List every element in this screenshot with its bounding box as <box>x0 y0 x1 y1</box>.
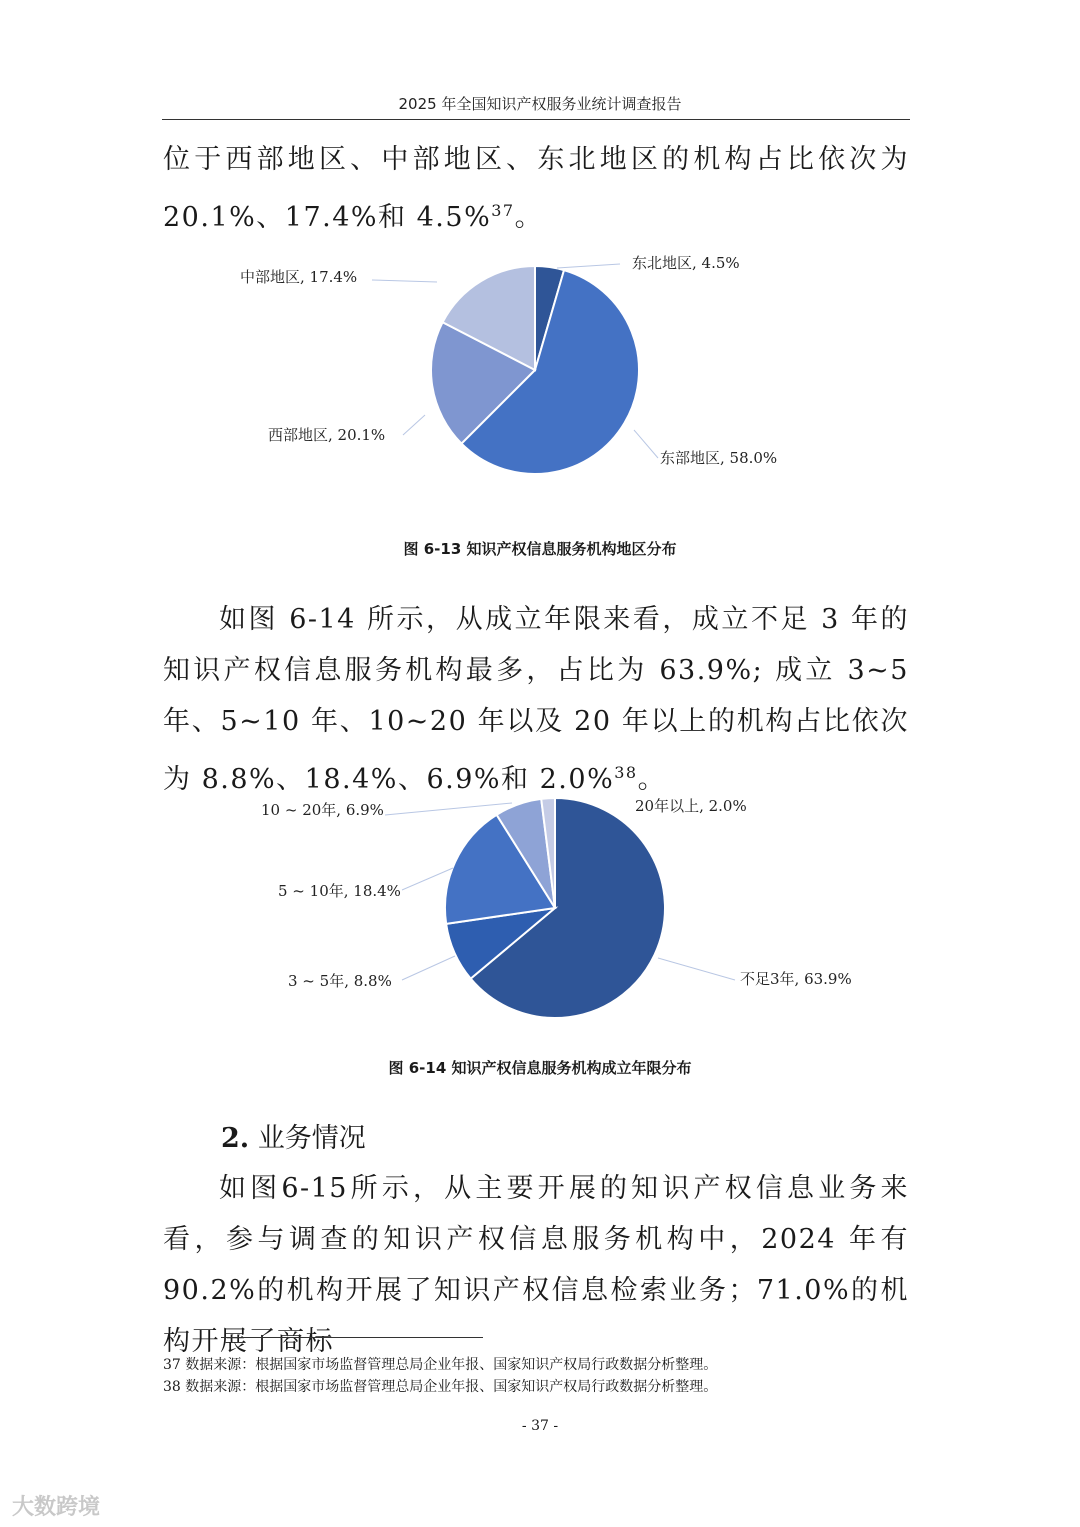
label-5-10: 5 ~ 10年, 18.4% <box>278 882 401 900</box>
pie-chart-age <box>0 790 1080 1030</box>
leader-east <box>634 430 658 458</box>
leader-10-20 <box>385 803 512 815</box>
header-rule <box>162 119 910 120</box>
pie2-slices <box>445 798 665 1018</box>
label-northeast: 东北地区, 4.5% <box>632 254 740 272</box>
label-3-5: 3 ~ 5年, 8.8% <box>288 972 392 990</box>
paragraph-age-share <box>163 594 909 805</box>
footnote-ref-38: 38 <box>614 763 638 782</box>
footnote-37: 37 数据来源：根据国家市场监督管理总局企业年报、国家知识产权局行政数据分析整理。 <box>163 1357 718 1373</box>
label-west: 西部地区, 20.1% <box>268 426 386 444</box>
footnote-rule <box>221 1337 483 1338</box>
leader-3-5 <box>402 956 455 980</box>
label-under-3: 不足3年, 63.9% <box>740 970 852 988</box>
paragraph-end: 。 <box>514 202 544 233</box>
footnote-ref-37: 37 <box>491 201 515 220</box>
watermark-logo: 大数跨境 <box>12 1495 101 1520</box>
label-10-20: 10 ~ 20年, 6.9% <box>261 801 384 819</box>
leader-central <box>372 280 437 282</box>
label-east: 东部地区, 58.0% <box>660 449 778 467</box>
paragraph-business: 如图6-15所示，从主要开展的知识产权信息业务来看，参与调查的知识产权信息服务机构中，2024 年有 90.2%的机构开展了知识产权信息检索业务；71.0%的机构开展了商标 <box>163 1173 909 1357</box>
section-title-text: 业务情况 <box>249 1123 366 1154</box>
figure-caption-6-14: 图 6-14 知识产权信息服务机构成立年限分布 <box>388 1059 692 1077</box>
page-number: - 37 - <box>521 1418 559 1434</box>
section-heading <box>221 1116 366 1155</box>
footnote-38: 38 数据来源：根据国家市场监督管理总局企业年报、国家知识产权局行政数据分析整理。 <box>163 1379 718 1395</box>
label-central: 中部地区, 17.4% <box>240 268 358 286</box>
paragraph-text: 如图 6-14 所示，从成立年限来看，成立不足 3 年的知识产权信息服务机构最多，占比为 63.9%; 成立 3~5 年、5~10 年、10~20 年以及 20 年以上的机构占比依次为 8.8%、18.4%、6.9%和 2.0% <box>163 604 909 795</box>
figure-caption-6-13: 图 6-13 知识产权信息服务机构地区分布 <box>403 540 677 558</box>
leader-northeast <box>557 264 620 268</box>
paragraph-regional-share <box>163 134 909 243</box>
report-header-title: 2025 年全国知识产权服务业统计调查报告 <box>398 95 682 113</box>
label-20-plus: 20年以上, 2.0% <box>635 797 747 815</box>
paragraph-text: 位于西部地区、中部地区、东北地区的机构占比依次为 20.1%、17.4%和 4.5% <box>163 144 909 233</box>
leader-5-10b <box>402 868 453 890</box>
leader-under3 <box>658 958 735 980</box>
paragraph-end: 。 <box>637 764 667 795</box>
section-number: 2. <box>221 1123 250 1154</box>
pie1-slices <box>431 266 639 474</box>
leader-west <box>403 415 425 435</box>
pie-chart-region <box>0 240 1080 490</box>
